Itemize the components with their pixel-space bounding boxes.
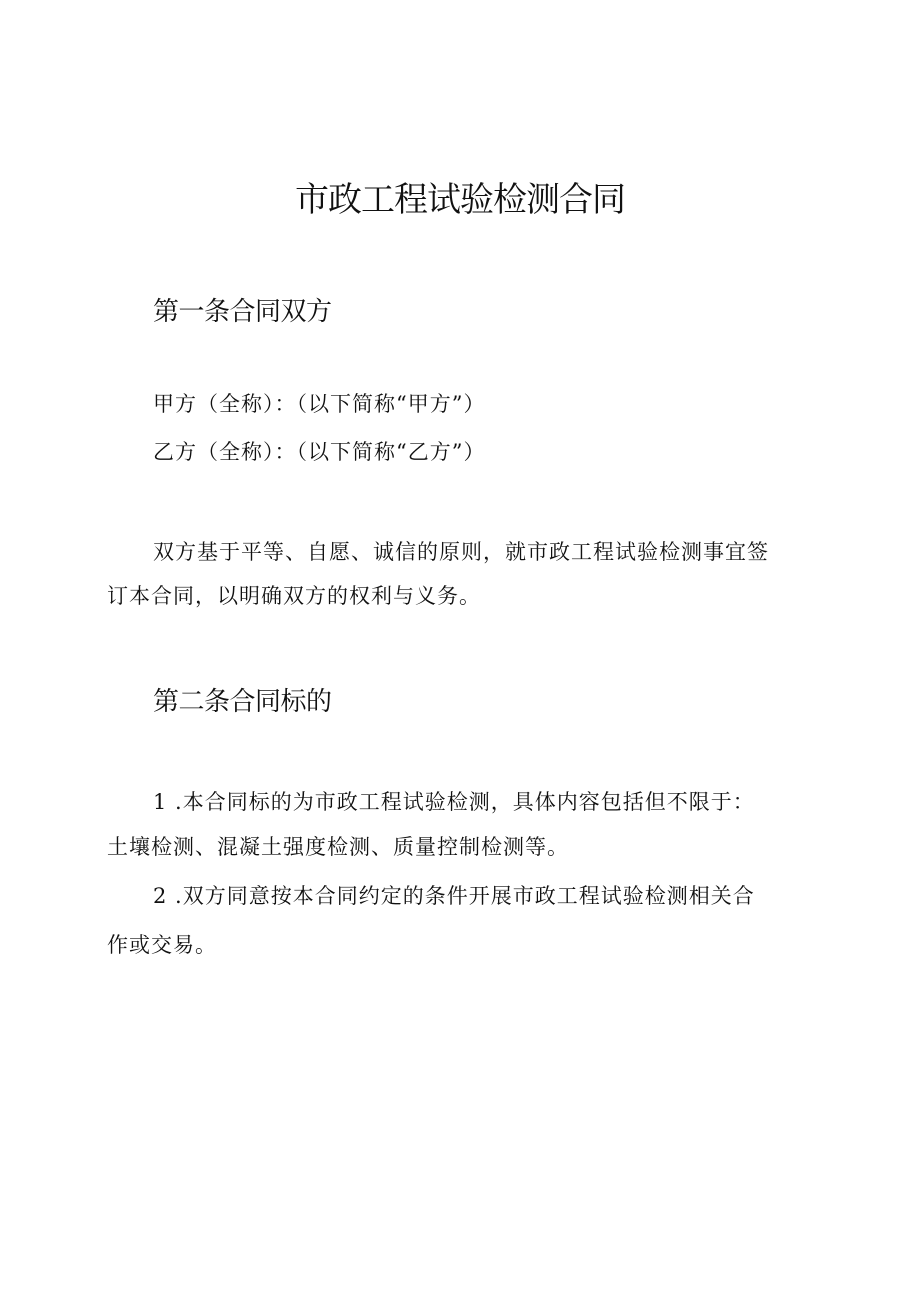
intro-paragraph-line-2: 订本合同，以明确双方的权利与义务。	[107, 584, 481, 608]
section-1-heading: 第一条合同双方	[153, 297, 332, 327]
item-2-line-2: 作或交易。	[107, 933, 217, 957]
document-title: 市政工程试验检测合同	[295, 180, 625, 220]
section-2-heading: 第二条合同标的	[153, 687, 332, 717]
item-1-line-2: 土壤检测、混凝土强度检测、质量控制检测等。	[107, 835, 569, 859]
intro-paragraph-line-1: 双方基于平等、自愿、诚信的原则，就市政工程试验检测事宜签	[153, 540, 769, 564]
party-a-line: 甲方（全称）：（以下简称“甲方”）	[153, 392, 486, 416]
party-b-line: 乙方（全称）：（以下简称“乙方”）	[153, 440, 486, 464]
item-2-line-1: 2 .双方同意按本合同约定的条件开展市政工程试验检测相关合	[153, 884, 755, 908]
item-1-line-1: 1 .本合同标的为市政工程试验检测，具体内容包括但不限于：	[153, 790, 755, 814]
